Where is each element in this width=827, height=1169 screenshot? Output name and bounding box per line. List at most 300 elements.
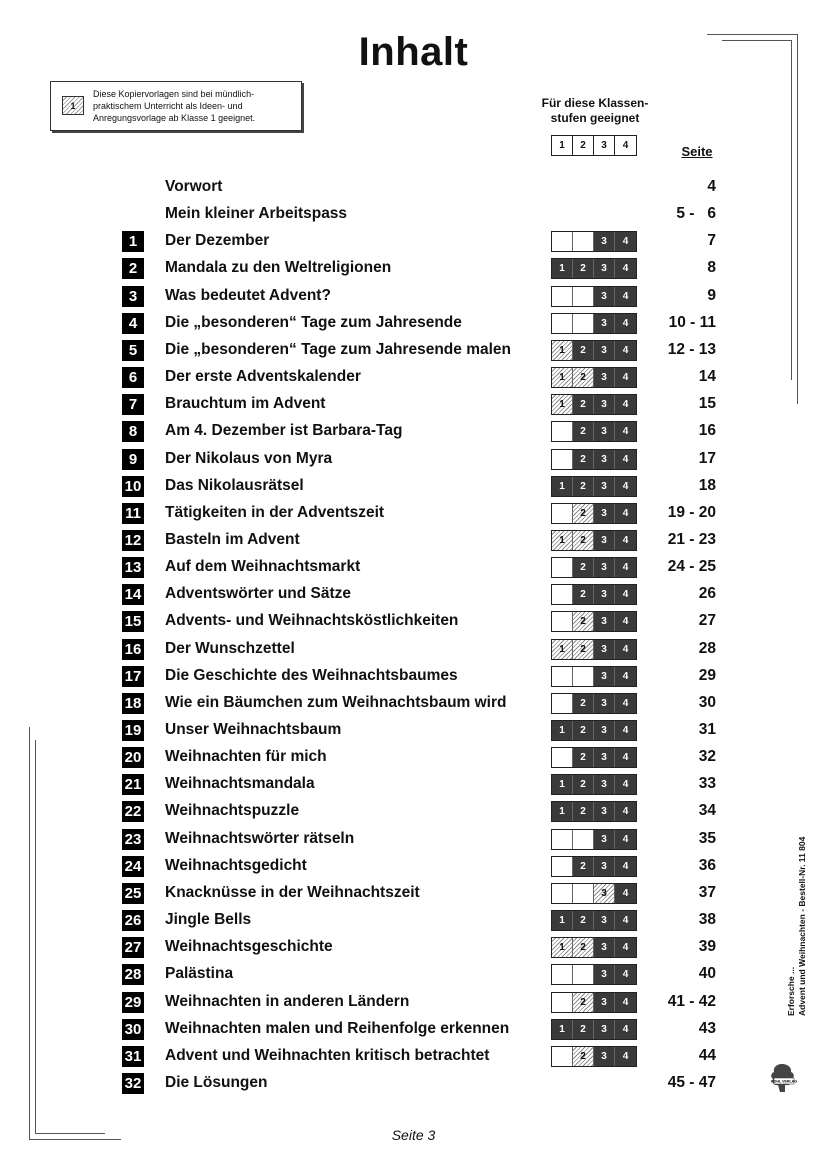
grade-box-4: 4 xyxy=(615,884,636,903)
toc-number-badge: 16 xyxy=(122,639,144,660)
toc-page-number: 39 xyxy=(698,938,716,956)
toc-number-badge: 2 xyxy=(122,258,144,279)
toc-page-number: 27 xyxy=(698,612,716,630)
toc-number-badge: 12 xyxy=(122,530,144,551)
grade-box-1: 1 xyxy=(552,368,573,387)
toc-row xyxy=(0,283,827,310)
grade-box-3: 3 xyxy=(594,531,615,550)
toc-entry-title: Brauchtum im Advent xyxy=(165,395,326,413)
grade-box-2: 2 xyxy=(573,1047,594,1066)
grade-box-2 xyxy=(573,314,594,333)
grade-suitability-boxes xyxy=(551,720,637,741)
grade-box-3: 3 xyxy=(594,965,615,984)
grade-box-2: 2 xyxy=(573,993,594,1012)
grade-suitability-boxes xyxy=(551,693,637,714)
toc-entry-title: Weihnachtspuzzle xyxy=(165,802,300,820)
toc-row xyxy=(0,418,827,445)
toc-row xyxy=(0,1043,827,1070)
grade-suitability-boxes xyxy=(551,774,637,795)
toc-entry-title: Advent und Weihnachten kritisch betrachtet xyxy=(165,1046,490,1064)
grade-box-4: 4 xyxy=(615,748,636,767)
toc-row xyxy=(0,690,827,717)
toc-page-number: 12 - 13 xyxy=(667,340,716,358)
grade-suitability-boxes xyxy=(551,367,637,388)
grade-header-line1: Für diese Klassen- xyxy=(541,96,649,110)
grade-box-3: 3 xyxy=(594,830,615,849)
toc-entry-title: Der Nikolaus von Myra xyxy=(165,449,333,467)
grade-box-2 xyxy=(573,667,594,686)
toc-page-number: 35 xyxy=(698,829,716,847)
toc-number-badge: 22 xyxy=(122,801,144,822)
grade-box-4: 4 xyxy=(615,1047,636,1066)
grade-suitability-boxes xyxy=(551,910,637,931)
toc-page-number: 4 xyxy=(707,178,716,195)
toc-number-badge: 11 xyxy=(122,503,144,524)
toc-entry-title: Was bedeutet Advent? xyxy=(165,286,331,304)
grade-box-4: 4 xyxy=(615,911,636,930)
grade-box-4: 4 xyxy=(615,477,636,496)
toc-row xyxy=(0,636,827,663)
toc-page-number: 9 xyxy=(707,286,716,304)
grade-box-1: 1 xyxy=(552,477,573,496)
grade-box-2: 2 xyxy=(573,422,594,441)
grade-suitability-boxes xyxy=(551,421,637,442)
grade-box-1: 1 xyxy=(552,1020,573,1039)
toc-number-badge: 28 xyxy=(122,964,144,985)
page-footer: Seite 3 xyxy=(391,1127,436,1143)
grade-box-1: 1 xyxy=(552,259,573,278)
grade-box-2 xyxy=(573,232,594,251)
grade-key-1: 1 xyxy=(552,136,573,155)
toc-entry-title: Advents- und Weihnachtsköstlichkeiten xyxy=(165,612,459,630)
grade-box-1 xyxy=(552,232,573,251)
grade-box-1: 1 xyxy=(552,640,573,659)
grade-box-3: 3 xyxy=(594,1020,615,1039)
grade-box-2: 2 xyxy=(573,1020,594,1039)
toc-page-number: 32 xyxy=(698,748,716,766)
toc-number-badge: 30 xyxy=(122,1019,144,1040)
grade-box-2: 2 xyxy=(573,721,594,740)
grade-box-2: 2 xyxy=(573,694,594,713)
grade-box-1 xyxy=(552,287,573,306)
toc-page-number: 36 xyxy=(698,856,716,874)
grade-suitability-boxes xyxy=(551,856,637,877)
grade-suitability-boxes xyxy=(551,1019,637,1040)
grade-box-3: 3 xyxy=(594,450,615,469)
grade-box-4: 4 xyxy=(615,993,636,1012)
grade-box-1: 1 xyxy=(552,775,573,794)
grade-box-3: 3 xyxy=(594,259,615,278)
toc-page-number: 34 xyxy=(698,802,716,820)
grade-box-4: 4 xyxy=(615,341,636,360)
grade-box-2: 2 xyxy=(573,395,594,414)
toc-page-number: 26 xyxy=(698,585,716,603)
toc-row xyxy=(0,1016,827,1043)
grade-box-2 xyxy=(573,965,594,984)
toc-number-badge: 8 xyxy=(122,421,144,442)
grade-suitability-boxes xyxy=(551,937,637,958)
grade-box-2 xyxy=(573,287,594,306)
toc-page-number: 30 xyxy=(698,693,716,711)
toc-entry-title: Palästina xyxy=(165,965,234,983)
toc-row xyxy=(0,527,827,554)
grade-box-3: 3 xyxy=(594,395,615,414)
toc-entry-title: Weihnachtsgedicht xyxy=(165,856,307,874)
toc-number-badge: 6 xyxy=(122,367,144,388)
publisher-logo-text: KOHL VERLAG xyxy=(770,1079,798,1084)
toc-row xyxy=(0,391,827,418)
toc-number-badge: 17 xyxy=(122,666,144,687)
grade-box-1 xyxy=(552,612,573,631)
grade-box-2: 2 xyxy=(573,477,594,496)
toc-page-number: 7 xyxy=(707,232,716,250)
toc-row xyxy=(0,554,827,581)
toc-page-number: 17 xyxy=(698,449,716,467)
grade-box-3: 3 xyxy=(594,232,615,251)
grade-box-4: 4 xyxy=(615,775,636,794)
grade-box-4: 4 xyxy=(615,965,636,984)
grade-suitability-boxes xyxy=(551,1046,637,1067)
toc-number-badge: 31 xyxy=(122,1046,144,1067)
grade-box-3: 3 xyxy=(594,802,615,821)
grade-box-3: 3 xyxy=(594,341,615,360)
grade-box-2: 2 xyxy=(573,938,594,957)
grade-key-4: 4 xyxy=(622,140,629,151)
grade-box-3: 3 xyxy=(594,368,615,387)
grade-box-2 xyxy=(573,830,594,849)
page-column-label: Seite xyxy=(681,144,713,159)
toc-row xyxy=(0,310,827,337)
toc-row xyxy=(0,989,827,1016)
grade-box-2 xyxy=(573,884,594,903)
grade-box-1 xyxy=(552,993,573,1012)
grade-box-3: 3 xyxy=(594,775,615,794)
toc-entry-title: Die Lösungen xyxy=(165,1073,268,1091)
toc-row xyxy=(0,201,827,228)
grade-box-2: 2 xyxy=(573,585,594,604)
grade-box-1 xyxy=(552,748,573,767)
toc-row xyxy=(0,581,827,608)
grade-box-4: 4 xyxy=(615,558,636,577)
grade-suitability-boxes xyxy=(551,666,637,687)
publisher-logo-icon xyxy=(768,1062,798,1094)
grade-suitability-boxes xyxy=(551,394,637,415)
grade-box-1 xyxy=(552,694,573,713)
toc-entry-title: Mein kleiner Arbeitspass xyxy=(165,205,348,223)
toc-entry-title: Adventswörter und Sätze xyxy=(165,585,352,603)
grade-box-3: 3 xyxy=(594,585,615,604)
toc-page-number: 38 xyxy=(698,911,716,929)
grade-box-4: 4 xyxy=(615,640,636,659)
page-title: Inhalt xyxy=(358,30,469,74)
side-imprint-line2: Advent und Weihnachten - Bestell-Nr. 11 804 xyxy=(797,836,807,1016)
toc-row xyxy=(0,446,827,473)
grade-box-3: 3 xyxy=(594,884,615,903)
toc-page-number: 19 - 20 xyxy=(667,503,716,521)
grade-box-1 xyxy=(552,450,573,469)
grade-box-1 xyxy=(552,1047,573,1066)
grade-box-4: 4 xyxy=(615,1020,636,1039)
grade-box-4: 4 xyxy=(615,667,636,686)
grade-suitability-boxes xyxy=(551,231,637,252)
grade-box-1 xyxy=(552,314,573,333)
grade-box-4: 4 xyxy=(615,857,636,876)
grade-box-4: 4 xyxy=(615,694,636,713)
toc-row xyxy=(0,961,827,988)
grade-box-4: 4 xyxy=(615,368,636,387)
toc-page-number: 10 - 11 xyxy=(668,313,716,331)
toc-entry-title: Basteln im Advent xyxy=(165,530,300,548)
toc-row xyxy=(0,663,827,690)
toc-entry-title: Weihnachtswörter rätseln xyxy=(165,829,355,847)
toc-page-number: 15 xyxy=(698,395,716,413)
toc-entry-title: Am 4. Dezember ist Barbara-Tag xyxy=(165,422,403,440)
grade-box-2: 2 xyxy=(573,748,594,767)
toc-number-badge: 29 xyxy=(122,992,144,1013)
grade-suitability-boxes xyxy=(551,449,637,470)
grade-box-3: 3 xyxy=(594,314,615,333)
grade-box-1: 1 xyxy=(552,911,573,930)
toc-number-badge: 15 xyxy=(122,611,144,632)
toc-number-badge: 32 xyxy=(122,1073,144,1094)
grade-box-4: 4 xyxy=(615,422,636,441)
legend-hatched-swatch: 1 xyxy=(62,96,84,115)
toc-number-badge: 26 xyxy=(122,910,144,931)
grade-box-3: 3 xyxy=(594,667,615,686)
toc-entry-title: Unser Weihnachtsbaum xyxy=(165,721,342,738)
toc-page-number: 21 - 23 xyxy=(667,530,716,548)
grade-suitability-boxes xyxy=(551,639,637,660)
grade-box-1 xyxy=(552,830,573,849)
grade-box-3: 3 xyxy=(594,938,615,957)
toc-row xyxy=(0,880,827,907)
toc-row xyxy=(0,500,827,527)
grade-suitability-boxes xyxy=(551,503,637,524)
toc-row xyxy=(0,608,827,635)
toc-row xyxy=(0,717,827,744)
grade-box-4: 4 xyxy=(615,232,636,251)
toc-row xyxy=(0,255,827,282)
toc-number-badge: 25 xyxy=(122,883,144,904)
grade-box-2: 2 xyxy=(573,911,594,930)
toc-number-badge: 14 xyxy=(122,584,144,605)
grade-suitability-boxes xyxy=(551,340,637,361)
grade-suitability-boxes xyxy=(551,258,637,279)
toc-page-number: 37 xyxy=(698,883,716,901)
grade-box-4: 4 xyxy=(615,395,636,414)
grade-box-1: 1 xyxy=(552,341,573,360)
grade-suitability-boxes xyxy=(551,584,637,605)
grade-box-4: 4 xyxy=(615,287,636,306)
grade-box-3: 3 xyxy=(594,694,615,713)
grade-box-3: 3 xyxy=(594,721,615,740)
toc-entry-title: Knacknüsse in der Weihnachtszeit xyxy=(165,883,420,901)
toc-number-badge: 10 xyxy=(122,476,144,497)
grade-box-4: 4 xyxy=(615,504,636,523)
grade-box-4: 4 xyxy=(615,612,636,631)
toc-number-badge: 4 xyxy=(122,313,144,334)
grade-box-3: 3 xyxy=(594,911,615,930)
grade-box-1 xyxy=(552,857,573,876)
toc-row xyxy=(0,771,827,798)
toc-row xyxy=(0,228,827,255)
toc-number-badge: 27 xyxy=(122,937,144,958)
grade-box-2: 2 xyxy=(573,341,594,360)
grade-box-4: 4 xyxy=(615,450,636,469)
toc-page-number: 43 xyxy=(698,1019,716,1037)
toc-page-number: 5 - 6 xyxy=(676,205,716,223)
grade-box-1: 1 xyxy=(552,395,573,414)
grade-box-3: 3 xyxy=(594,612,615,631)
grade-box-1 xyxy=(552,667,573,686)
toc-page-number: 14 xyxy=(698,368,716,386)
toc-entry-title: Der Dezember xyxy=(165,232,270,250)
toc-page-number: 28 xyxy=(698,639,716,657)
grade-box-3: 3 xyxy=(594,477,615,496)
toc-number-badge: 19 xyxy=(122,720,144,741)
grade-box-3: 3 xyxy=(594,748,615,767)
toc-page-number: 16 xyxy=(698,422,716,440)
grade-suitability-boxes xyxy=(551,476,637,497)
toc-entry-title: Jingle Bells xyxy=(165,911,252,929)
toc-number-badge: 18 xyxy=(122,693,144,714)
toc-page-number: 33 xyxy=(698,775,716,793)
grade-key-3: 3 xyxy=(594,136,615,155)
toc-row xyxy=(0,826,827,853)
grade-box-1 xyxy=(552,585,573,604)
grade-key-2: 2 xyxy=(573,136,594,155)
toc-number-badge: 7 xyxy=(122,394,144,415)
toc-entry-title: Auf dem Weihnachtsmarkt xyxy=(165,558,361,576)
grade-box-2: 2 xyxy=(573,368,594,387)
grade-suitability-boxes xyxy=(551,801,637,822)
grade-box-2: 2 xyxy=(573,558,594,577)
toc-row xyxy=(0,1070,827,1097)
toc-page-number: 31 xyxy=(698,721,716,738)
toc-number-badge: 1 xyxy=(122,231,144,252)
grade-box-3: 3 xyxy=(594,1047,615,1066)
grade-box-1 xyxy=(552,558,573,577)
grade-box-2: 2 xyxy=(573,640,594,659)
toc-page-number: 24 - 25 xyxy=(667,558,716,576)
grade-box-4: 4 xyxy=(615,531,636,550)
grade-key xyxy=(551,135,637,156)
grade-box-2: 2 xyxy=(573,259,594,278)
grade-suitability-boxes xyxy=(551,992,637,1013)
toc-entry-title: Weihnachtsgeschichte xyxy=(165,938,333,956)
toc-number-badge: 24 xyxy=(122,856,144,877)
toc-entry-title: Vorwort xyxy=(165,178,223,195)
toc-page-number: 8 xyxy=(707,259,716,277)
toc-page-number: 29 xyxy=(698,666,716,684)
grade-suitability-boxes xyxy=(551,747,637,768)
grade-box-2: 2 xyxy=(573,450,594,469)
toc-page-number: 40 xyxy=(698,965,716,983)
grade-box-1: 1 xyxy=(552,721,573,740)
toc-entry-title: Tätigkeiten in der Adventszeit xyxy=(165,503,385,521)
grade-box-1 xyxy=(552,884,573,903)
grade-box-2: 2 xyxy=(573,612,594,631)
grade-box-1 xyxy=(552,422,573,441)
side-imprint-line1: Erforsche ... xyxy=(786,966,796,1016)
toc-row xyxy=(0,853,827,880)
toc-entry-title: Die Geschichte des Weihnachtsbaumes xyxy=(165,666,458,684)
grade-box-1: 1 xyxy=(552,938,573,957)
grade-box-2: 2 xyxy=(573,504,594,523)
grade-box-4: 4 xyxy=(615,314,636,333)
toc-entry-title: Die „besonderen“ Tage zum Jahresende xyxy=(165,313,462,331)
toc-entry-title: Wie ein Bäumchen zum Weihnachtsbaum wird xyxy=(165,693,507,711)
grade-box-2: 2 xyxy=(573,857,594,876)
grade-box-3: 3 xyxy=(594,422,615,441)
grade-box-1 xyxy=(552,504,573,523)
side-imprint xyxy=(786,837,808,1016)
toc-entry-title: Mandala zu den Weltreligionen xyxy=(165,259,392,277)
grade-box-4: 4 xyxy=(615,938,636,957)
toc-page-number: 18 xyxy=(698,476,716,494)
grade-box-3: 3 xyxy=(594,640,615,659)
toc-entry-title: Weihnachten in anderen Ländern xyxy=(165,992,410,1010)
grade-box-3: 3 xyxy=(594,558,615,577)
grade-box-1: 1 xyxy=(552,802,573,821)
grade-suitability-boxes xyxy=(551,829,637,850)
toc-row xyxy=(0,174,827,201)
grade-box-4: 4 xyxy=(615,259,636,278)
grade-suitability-boxes xyxy=(551,964,637,985)
grade-box-1 xyxy=(552,965,573,984)
toc-entry-title: Der erste Adventskalender xyxy=(165,368,361,386)
grade-suitability-boxes xyxy=(551,611,637,632)
toc-number-badge: 20 xyxy=(122,747,144,768)
toc-number-badge: 5 xyxy=(122,340,144,361)
grade-box-4: 4 xyxy=(615,585,636,604)
grade-box-4: 4 xyxy=(615,802,636,821)
toc-number-badge: 23 xyxy=(122,829,144,850)
toc-page-number: 44 xyxy=(698,1046,716,1064)
grade-box-4: 4 xyxy=(615,830,636,849)
toc-page-number: 45 - 47 xyxy=(667,1073,716,1091)
toc-entry-title: Das Nikolausrätsel xyxy=(165,476,304,494)
grade-suitability-boxes xyxy=(551,313,637,334)
grade-box-3: 3 xyxy=(594,504,615,523)
toc-row xyxy=(0,364,827,391)
toc-row xyxy=(0,934,827,961)
toc-row xyxy=(0,744,827,771)
grade-suitability-boxes xyxy=(551,530,637,551)
grade-box-1: 1 xyxy=(552,531,573,550)
toc-number-badge: 3 xyxy=(122,286,144,307)
grade-box-3: 3 xyxy=(594,857,615,876)
toc-entry-title: Weihnachtsmandala xyxy=(165,775,315,793)
grade-suitability-boxes xyxy=(551,883,637,904)
toc-number-badge: 21 xyxy=(122,774,144,795)
toc-number-badge: 13 xyxy=(122,557,144,578)
grade-box-3: 3 xyxy=(594,993,615,1012)
grade-column-header xyxy=(530,96,660,126)
grade-suitability-boxes xyxy=(551,286,637,307)
grade-box-2: 2 xyxy=(573,802,594,821)
grade-header-line2: stufen geeignet xyxy=(550,111,640,125)
toc-row xyxy=(0,798,827,825)
toc-row xyxy=(0,337,827,364)
toc-row xyxy=(0,473,827,500)
grade-box-4: 4 xyxy=(615,721,636,740)
toc-entry-title: Die „besonderen“ Tage zum Jahresende malen xyxy=(165,340,511,358)
toc-number-badge: 9 xyxy=(122,449,144,470)
grade-box-3: 3 xyxy=(594,287,615,306)
grade-box-2: 2 xyxy=(573,775,594,794)
toc-entry-title: Weihnachten malen und Reihenfolge erkennen xyxy=(165,1019,510,1037)
